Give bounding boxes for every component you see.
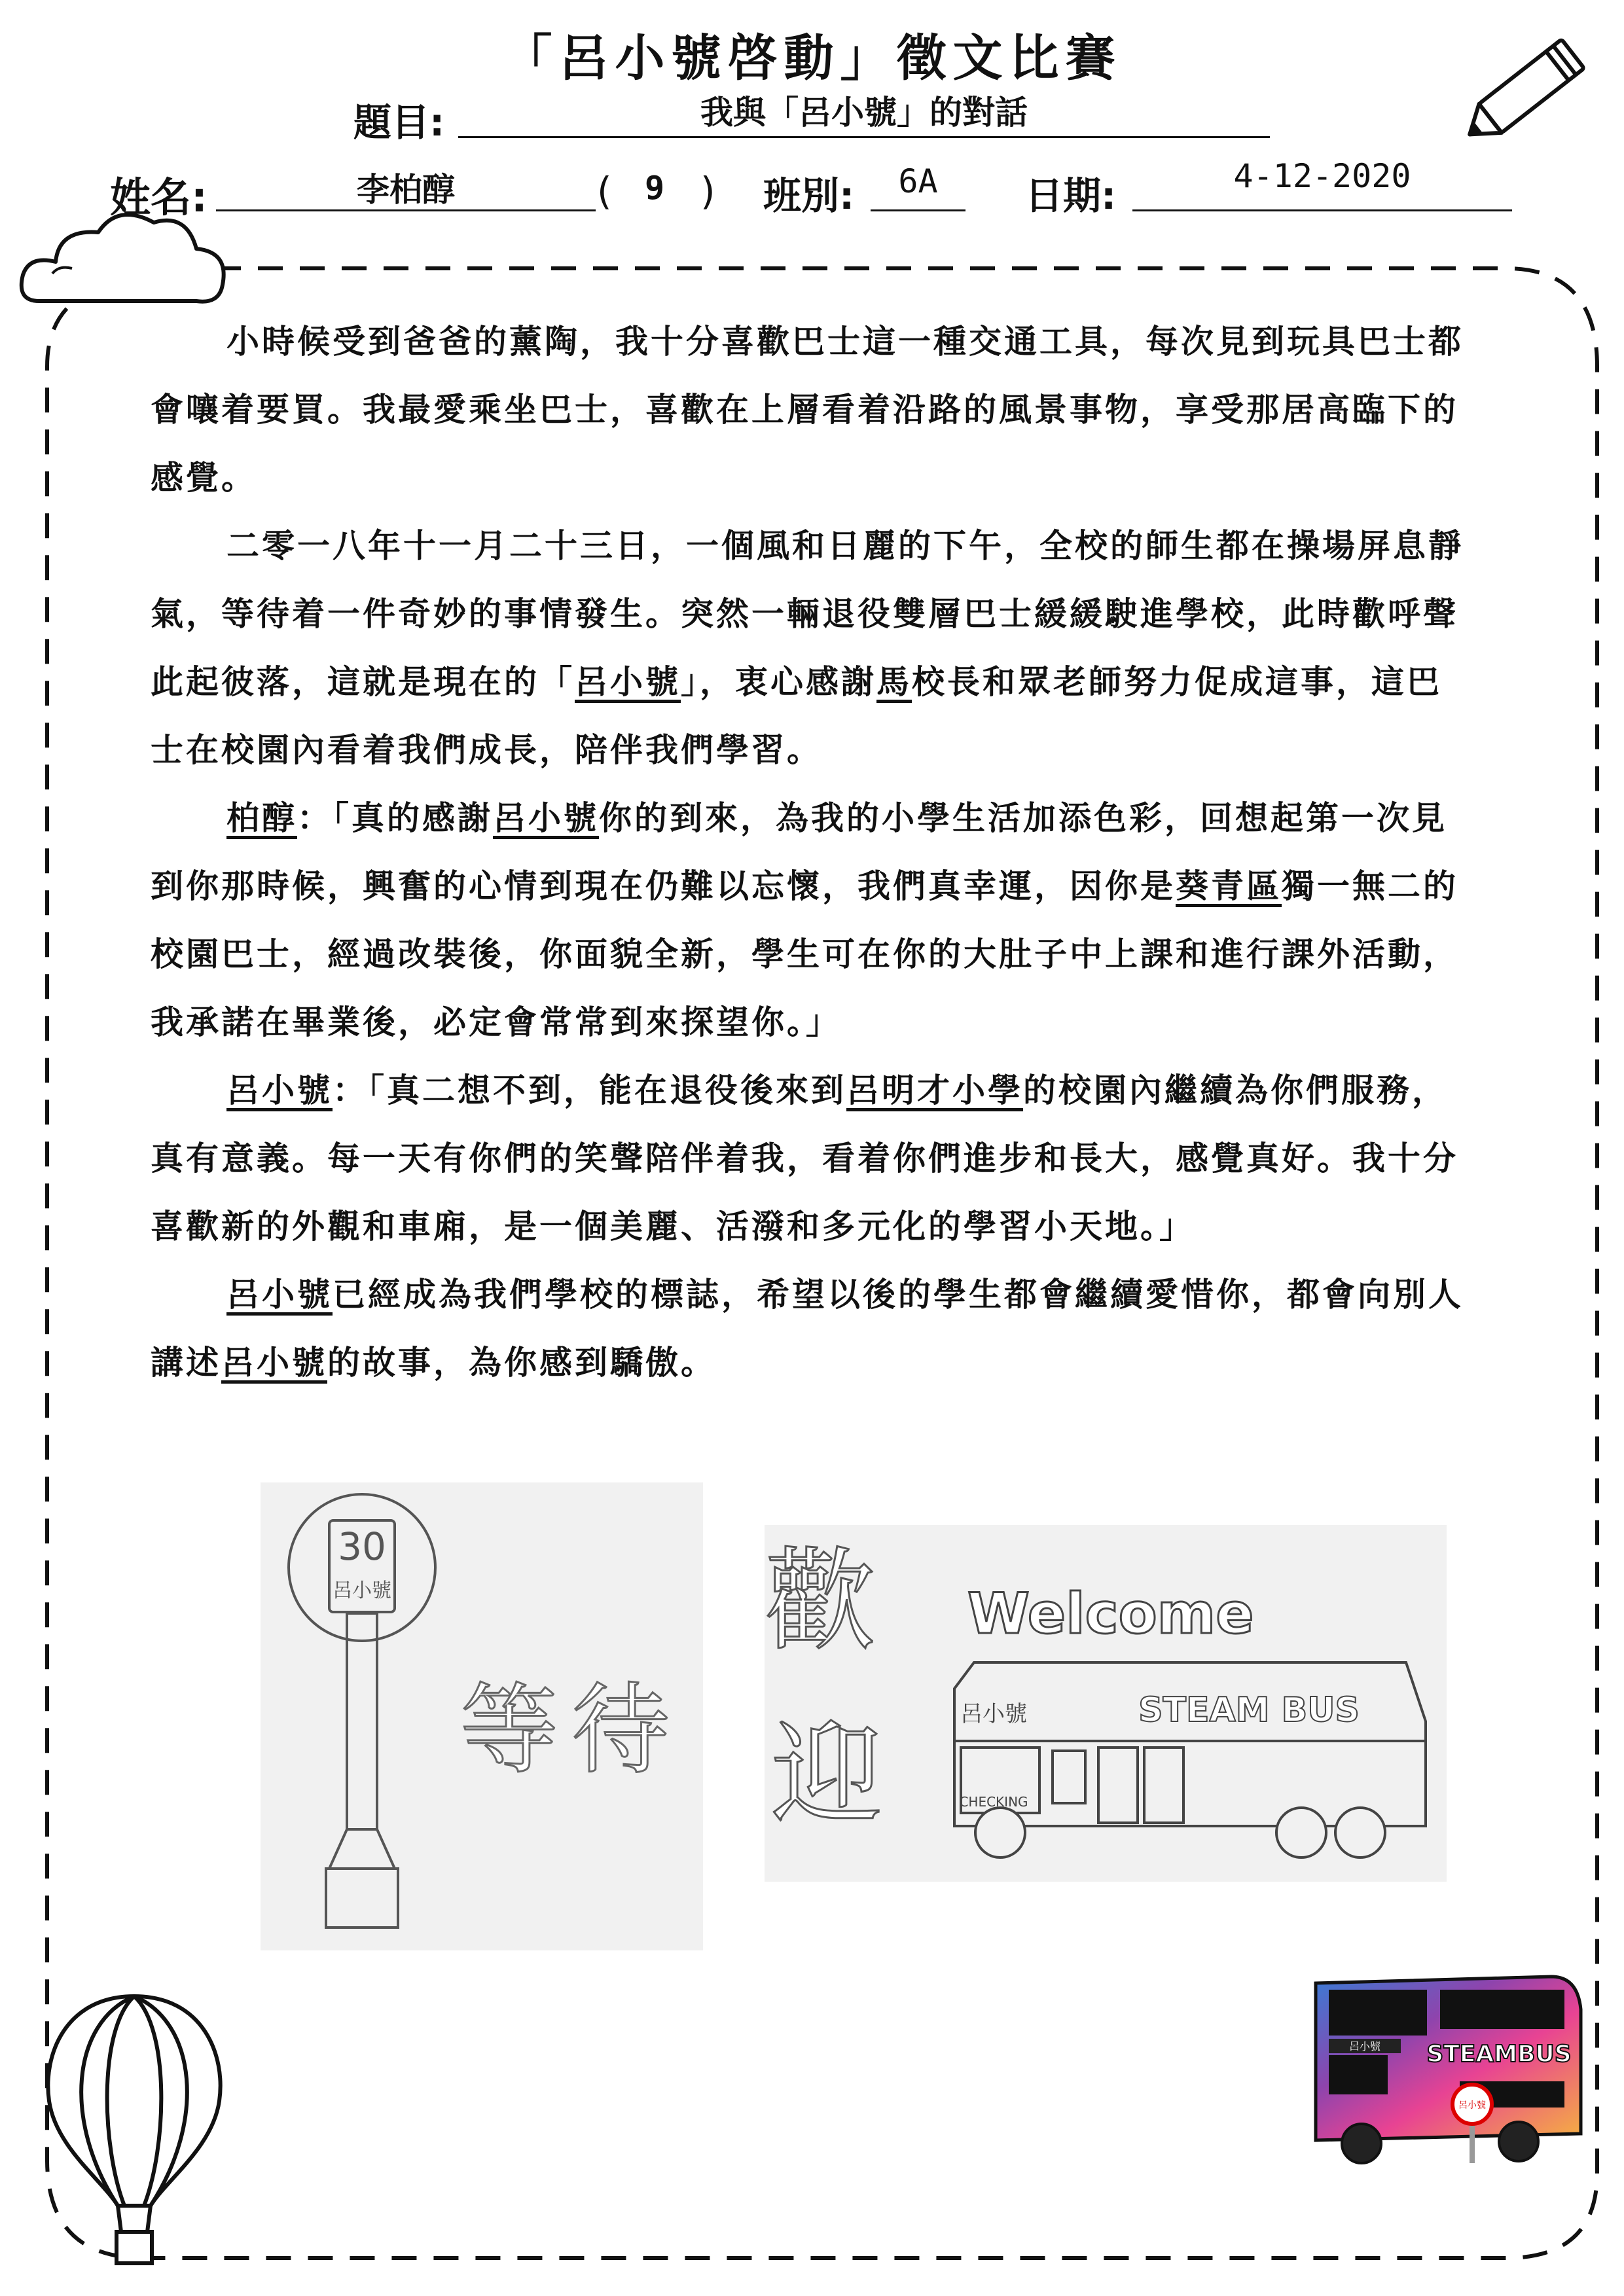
p3-district: 葵青區 [1176, 867, 1282, 905]
mascot-side-text: STEAMBUS [1426, 2041, 1572, 2068]
hot-air-balloon-icon [39, 1990, 229, 2284]
drawing-welcome-word: Welcome [967, 1581, 1254, 1647]
class-number-close: ) [700, 169, 715, 213]
p3-text-f: 獨一無二的校園巴士，經過改裝後，你面貌全新，學生可在你的大肚子中上課和進行課外活動，我承諾在畢業後，必定會常常到來探望你。」 [151, 867, 1458, 1041]
sign-route-number: 30 [338, 1524, 386, 1569]
class-value: 6A [898, 162, 938, 200]
sign-route-name: 呂小號 [333, 1579, 391, 1602]
p4-text-d: 的校園內繼續為你們服務，真有意義。每一天有你們的笑聲陪伴着我，看着你們進步和長大，感覺真好。我十分喜歡新的外觀和車廂，是一個美麗、活潑和多元化的學習小天地。」 [151, 1071, 1458, 1246]
steam-bus-mascot [1303, 1970, 1591, 2166]
p2-text-c: 」，衷心感謝 [681, 662, 876, 701]
p2-principal-name: 馬 [876, 662, 912, 701]
p3-text-d: 你的到來，為我的小學生活加添色彩，回想起第一次見到你那時候，興奮的心情到現在仍難以忘懷，我們真幸運，因你是 [151, 798, 1447, 905]
date-label: 日期: [1025, 173, 1117, 218]
p5-text-b: 已經成為我們學校的標誌，希望以後的學生都會繼續愛惜你，都會向別人講述 [151, 1275, 1464, 1382]
class-number-open: ( [597, 169, 612, 213]
topic-label: 題目: [353, 100, 445, 145]
p4-school-name: 呂明才小學 [846, 1071, 1023, 1109]
essay-paragraph-1: 小時候受到爸爸的薰陶，我十分喜歡巴士這一種交通工具，每次見到玩具巴士都會嚷着要買。我最愛乘坐巴士，喜歡在上層看着沿路的風景事物，享受那居高臨下的感覺。 [151, 322, 1464, 497]
name-value: 李柏醇 [357, 170, 455, 209]
p4-speaker: 呂小號 [226, 1071, 333, 1109]
page-title: 「呂小號啓動」徵文比賽 [502, 29, 1122, 87]
drawing-bus-front: CHECKING [959, 1794, 1028, 1810]
p4-text-b: ：「真二想不到，能在退役後來到 [333, 1071, 846, 1109]
essay-paragraph-4 [151, 1056, 1473, 1261]
drawing-text-wait-1: 等 [460, 1674, 559, 1787]
name-label: 姓名: [110, 173, 208, 221]
class-label: 班別: [763, 173, 855, 218]
class-number-value: 9 [644, 169, 665, 207]
drawing-welcome-bus [765, 1525, 1447, 1882]
essay-paragraph-3 [151, 784, 1473, 1056]
p2-text-e: 校長和眾老師努力促成這事，這巴士在校園內看着我們成長，陪伴我們學習。 [151, 662, 1442, 769]
essay-body [151, 308, 1473, 1397]
drawing-bus-sign: 呂小號 [960, 1701, 1027, 1727]
drawing-text-welcome-2: 迎 [770, 1710, 883, 1840]
p5-text-d: 的故事，為你感到驕傲。 [327, 1343, 716, 1382]
date-value: 4-12-2020 [1233, 157, 1411, 195]
essay-paragraph-5 [151, 1261, 1473, 1397]
p3-speaker: 柏醇 [226, 798, 297, 837]
drawing-bus-text: STEAM BUS [1138, 1691, 1360, 1730]
drawing-text-wait-2: 待 [571, 1674, 670, 1787]
drawing-bus-stop [261, 1482, 703, 1950]
p5-bus-name: 呂小號 [226, 1275, 333, 1314]
drawing-text-welcome-1: 歡 [765, 1537, 876, 1666]
p5-bus-name-2: 呂小號 [221, 1343, 327, 1382]
p2-text-a: 二零一八年十一月二十三日，一個風和日麗的下午，全校的師生都在操場屏息靜氣，等待着一件奇妙的事情發生。突然一輛退役雙層巴士緩緩駛進學校，此時歡呼聲此起彼落，這就是現在的「 [151, 526, 1464, 701]
mascot-dest-sign: 呂小號 [1348, 2040, 1381, 2053]
topic-value: 我與「呂小號」的對話 [700, 93, 1028, 132]
mascot-stop-sign: 呂小號 [1458, 2100, 1486, 2111]
p3-bus-name: 呂小號 [493, 798, 599, 837]
p2-bus-name: 呂小號 [575, 662, 681, 701]
essay-paragraph-2 [151, 512, 1473, 784]
p3-text-b: ：「真的感謝 [297, 798, 493, 837]
